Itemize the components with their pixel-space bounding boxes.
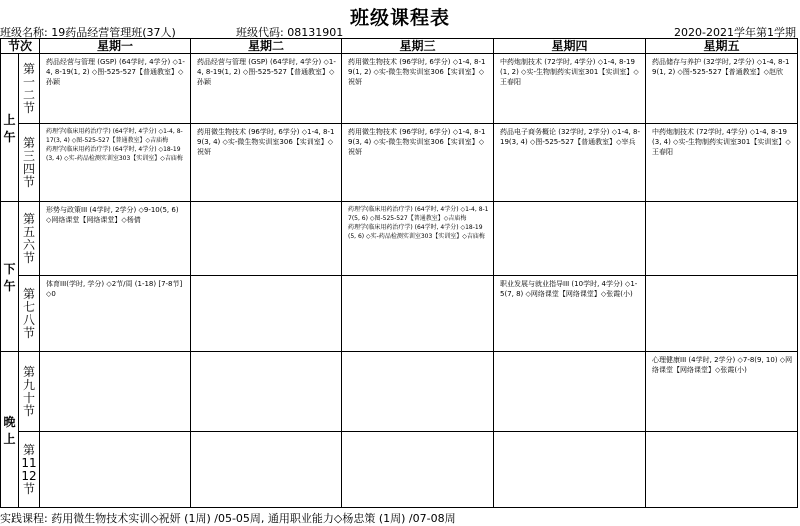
header-day-wed: 星期三	[342, 39, 494, 54]
course-cell[interactable]: 中药炮制技术 (72学时, 4学分) ◇1-4, 8-19(3, 4) ◇实-生物制药实训室301【实训室】◇王春阳	[646, 124, 798, 202]
header-day-fri: 星期五	[646, 39, 798, 54]
course-cell-empty[interactable]	[191, 352, 342, 432]
header-day-tue: 星期二	[191, 39, 342, 54]
course-cell[interactable]: 职业发展与就业指导III (10学时, 4学分) ◇1-5(7, 8) ◇网络课堂【网络课堂】◇张霞(小)	[494, 276, 646, 352]
course-cell-empty[interactable]	[342, 276, 494, 352]
course-cell[interactable]	[40, 124, 191, 202]
course-entry: 药理学(临床用药治疗学) (64学时, 4学分) ◇1-4, 8-17(3, 4) ◇图-525-527【普通教室】◇吉庙梅	[46, 128, 183, 144]
course-cell[interactable]: 中药炮制技术 (72学时, 4学分) ◇1-4, 8-19(1, 2) ◇实-生物制药实训室301【实训室】◇王春阳	[494, 54, 646, 124]
header-day-mon: 星期一	[40, 39, 191, 54]
header-day-thu: 星期四	[494, 39, 646, 54]
course-entry: 药理学(临床用药治疗学) (64学时, 4学分) ◇1-4, 8-17(5, 6) ◇图-525-527【普通教室】◇吉庙梅	[348, 206, 489, 222]
course-cell-empty[interactable]	[342, 432, 494, 508]
course-entry: 药理学(临床用药治疗学) (64学时, 4学分) ◇18-19(3, 4) ◇实-药品检测实训室303【实训室】◇吉庙梅	[46, 146, 183, 162]
course-cell-empty[interactable]	[646, 276, 798, 352]
course-cell-empty[interactable]	[494, 202, 646, 276]
period-11-12: 第 11 12 节	[19, 432, 40, 508]
course-cell-empty[interactable]	[191, 432, 342, 508]
course-cell-empty[interactable]	[40, 352, 191, 432]
term: 2020-2021学年第1学期	[674, 26, 796, 39]
class-name: 班级名称: 19药品经营管理班(37人)	[0, 26, 176, 39]
period-9-10: 第 九 十 节	[19, 352, 40, 432]
practice-courses: 实践课程: 药用微生物技术实训◇祝妍 (1周) /05-05周, 通用职业能力◇杨忠策 (1周) /07-08周	[0, 512, 456, 525]
course-cell[interactable]: 心理健康III (4学时, 2学分) ◇7-8(9, 10) ◇网络课堂【网络课堂】◇张霞(小)	[646, 352, 798, 432]
page-title: 班级课程表	[349, 7, 450, 29]
period-3-4: 第 三 四 节	[19, 124, 40, 202]
course-cell[interactable]: 药品经营与管理 (GSP) (64学时, 4学分) ◇1-4, 8-19(1, 2) ◇图-525-527【普通教室】◇孙颖	[40, 54, 191, 124]
period-1-2: 第 一 二 节	[19, 54, 40, 124]
course-cell-empty[interactable]	[646, 432, 798, 508]
course-cell-empty[interactable]	[494, 432, 646, 508]
period-5-6: 第 五 六 节	[19, 202, 40, 276]
course-cell[interactable]: 药品经营与管理 (GSP) (64学时, 4学分) ◇1-4, 8-19(1, 2) ◇图-525-527【普通教室】◇孙颖	[191, 54, 342, 124]
class-code: 班级代码: 08131901	[236, 26, 344, 39]
course-cell-empty[interactable]	[494, 352, 646, 432]
course-cell[interactable]: 药用微生物技术 (96学时, 6学分) ◇1-4, 8-19(1, 2) ◇实-微生物实训室306【实训室】◇祝妍	[342, 54, 494, 124]
course-cell-empty[interactable]	[342, 352, 494, 432]
group-morning: 上午	[1, 54, 19, 202]
course-cell[interactable]: 药用微生物技术 (96学时, 6学分) ◇1-4, 8-19(3, 4) ◇实-微生物实训室306【实训室】◇祝妍	[191, 124, 342, 202]
header-period: 节次	[1, 39, 40, 54]
course-cell-empty[interactable]	[191, 202, 342, 276]
timetable	[0, 38, 798, 508]
course-cell[interactable]: 药用微生物技术 (96学时, 6学分) ◇1-4, 8-19(3, 4) ◇实-微生物实训室306【实训室】◇祝妍	[342, 124, 494, 202]
course-cell[interactable]: 药品储存与养护 (32学时, 2学分) ◇1-4, 8-19(1, 2) ◇图-525-527【普通教室】◇赵欣	[646, 54, 798, 124]
course-cell-empty[interactable]	[40, 432, 191, 508]
course-cell[interactable]: 体育III(学时, 学分) ◇2节/周 (1-18) [7-8节] ◇0	[40, 276, 191, 352]
period-7-8: 第 七 八 节	[19, 276, 40, 352]
course-cell[interactable]: 形势与政策III (4学时, 2学分) ◇9-10(5, 6) ◇网络课堂【网络课堂】◇杨倩	[40, 202, 191, 276]
group-evening: 晚上	[1, 352, 19, 508]
course-entry: 药理学(临床用药治疗学) (64学时, 4学分) ◇18-19(5, 6) ◇实-药品检测实训室303【实训室】◇吉庙梅	[348, 224, 485, 240]
group-afternoon: 下午	[1, 202, 19, 352]
course-cell[interactable]: 药品电子商务概论 (32学时, 2学分) ◇1-4, 8-19(3, 4) ◇图-525-527【普通教室】◇宰兵	[494, 124, 646, 202]
course-cell-empty[interactable]	[646, 202, 798, 276]
course-cell[interactable]	[342, 202, 494, 276]
course-cell-empty[interactable]	[191, 276, 342, 352]
